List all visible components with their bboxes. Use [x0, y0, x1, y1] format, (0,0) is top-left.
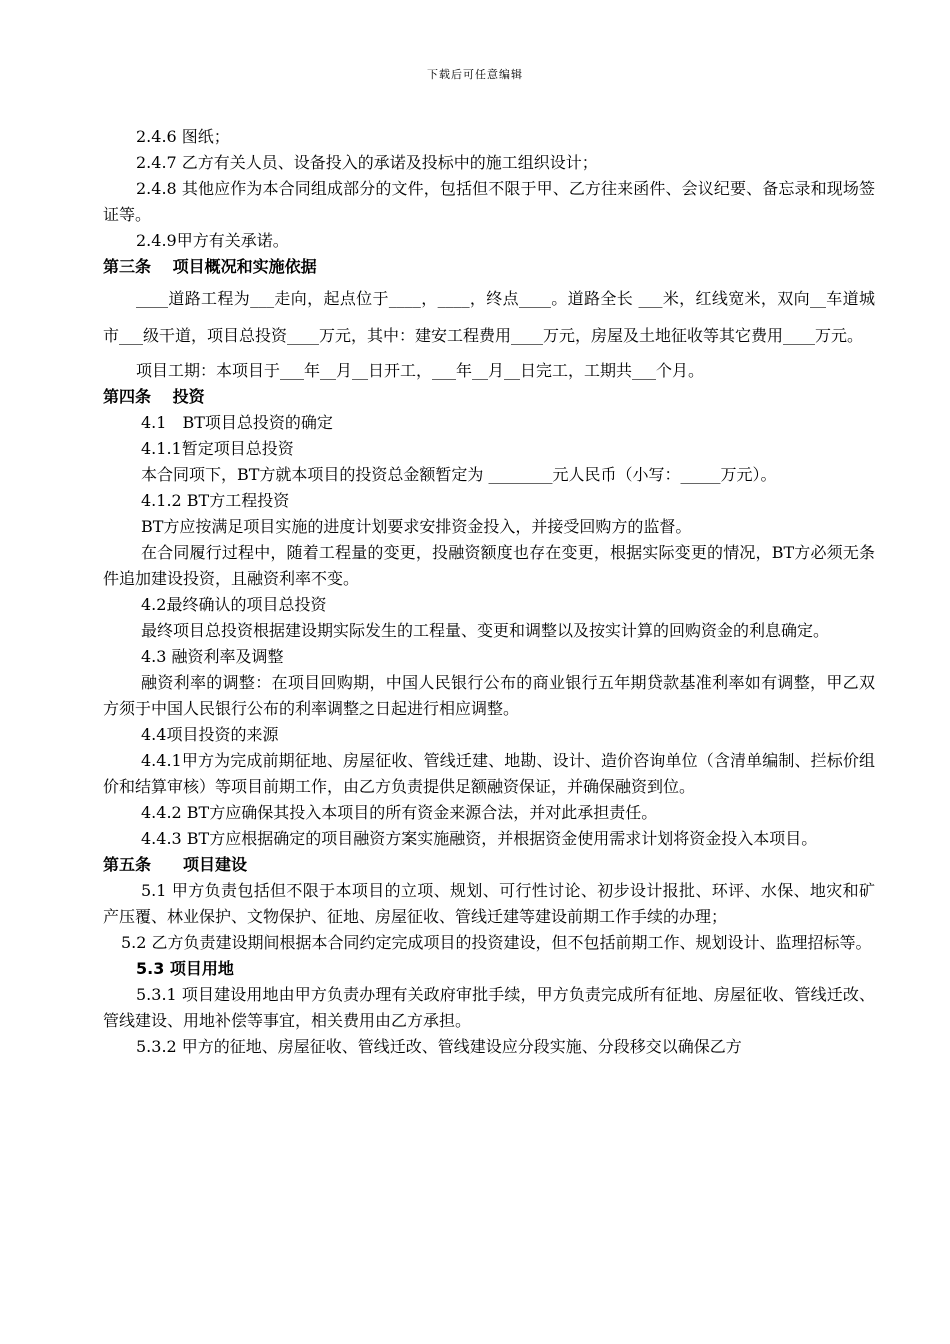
page-header: 下载后可任意编辑 [427, 68, 523, 81]
paragraph: ____道路工程为___走向，起点位于____，____，终点____。道路全长 ___米，红线宽米，双向__车道城市___级干道，项目总投资____万元，其中：建安工程费用____万元，房屋及土地征收等其它费用____万元。 [103, 289, 875, 345]
paragraph: 4.2最终确认的项目总投资 [141, 595, 327, 614]
section-heading: 第四条 投资 [103, 387, 205, 406]
paragraph: 2.4.9甲方有关承诺。 [136, 231, 289, 250]
paragraph: 4.3 融资利率及调整 [141, 647, 284, 666]
paragraph: 4.1 BT项目总投资的确定 [141, 413, 333, 432]
section-heading: 5.3 项目用地 [136, 959, 234, 978]
paragraph: 在合同履行过程中，随着工程量的变更，投融资额度也存在变更，根据实际变更的情况，BT方必须无条件追加建设投资，且融资利率不变。 [103, 543, 875, 588]
paragraph: BT方应按满足项目实施的进度计划要求安排资金投入，并接受回购方的监督。 [141, 517, 692, 536]
paragraph: 2.4.7 乙方有关人员、设备投入的承诺及投标中的施工组织设计； [136, 153, 598, 172]
paragraph: 2.4.6 图纸； [136, 127, 230, 146]
section-heading: 第五条 项目建设 [103, 855, 248, 874]
paragraph: 融资利率的调整：在项目回购期，中国人民银行公布的商业银行五年期贷款基准利率如有调整，甲乙双方须于中国人民银行公布的利率调整之日起进行相应调整。 [103, 673, 875, 718]
paragraph: 4.1.1暂定项目总投资 [141, 439, 294, 458]
paragraph: 4.4.1甲方为完成前期征地、房屋征收、管线迁建、地勘、设计、造价咨询单位（含清单编制、拦标价组价和结算审核）等项目前期工作，由乙方负责提供足额融资保证，并确保融资到位。 [103, 751, 875, 796]
paragraph: 2.4.8 其他应作为本合同组成部分的文件，包括但不限于甲、乙方往来函件、会议纪要、备忘录和现场签证等。 [103, 179, 875, 224]
paragraph: 4.1.2 BT方工程投资 [141, 491, 290, 510]
paragraph: 本合同项下，BT方就本项目的投资总金额暂定为 ________元人民币（小写：_____万元）。 [141, 465, 777, 484]
paragraph: 4.4.2 BT方应确保其投入本项目的所有资金来源合法，并对此承担责任。 [141, 803, 658, 822]
paragraph: 最终项目总投资根据建设期实际发生的工程量、变更和调整以及按实计算的回购资金的利息确定。 [141, 621, 830, 640]
paragraph: 项目工期：本项目于___年__月__日开工，___年__月__日完工，工期共___个月。 [136, 361, 705, 380]
paragraph: 4.4项目投资的来源 [141, 725, 279, 744]
section-heading: 第三条 项目概况和实施依据 [103, 257, 317, 276]
paragraph: 5.1 甲方负责包括但不限于本项目的立项、规划、可行性讨论、初步设计报批、环评、水保、地灾和矿产压覆、林业保护、文物保护、征地、房屋征收、管线迁建等建设前期工作手续的办理； [103, 881, 875, 926]
paragraph: 5.2 乙方负责建设期间根据本合同约定完成项目的投资建设，但不包括前期工作、规划设计、监理招标等。 [121, 933, 872, 952]
paragraph: 4.4.3 BT方应根据确定的项目融资方案实施融资，并根据资金使用需求计划将资金投入本项目。 [141, 829, 818, 848]
paragraph: 5.3.2 甲方的征地、房屋征收、管线迁改、管线建设应分段实施、分段移交以确保乙方 [136, 1037, 742, 1056]
paragraph: 5.3.1 项目建设用地由甲方负责办理有关政府审批手续，甲方负责完成所有征地、房屋征收、管线迁改、管线建设、用地补偿等事宜，相关费用由乙方承担。 [103, 985, 875, 1030]
document-body [103, 124, 875, 1060]
